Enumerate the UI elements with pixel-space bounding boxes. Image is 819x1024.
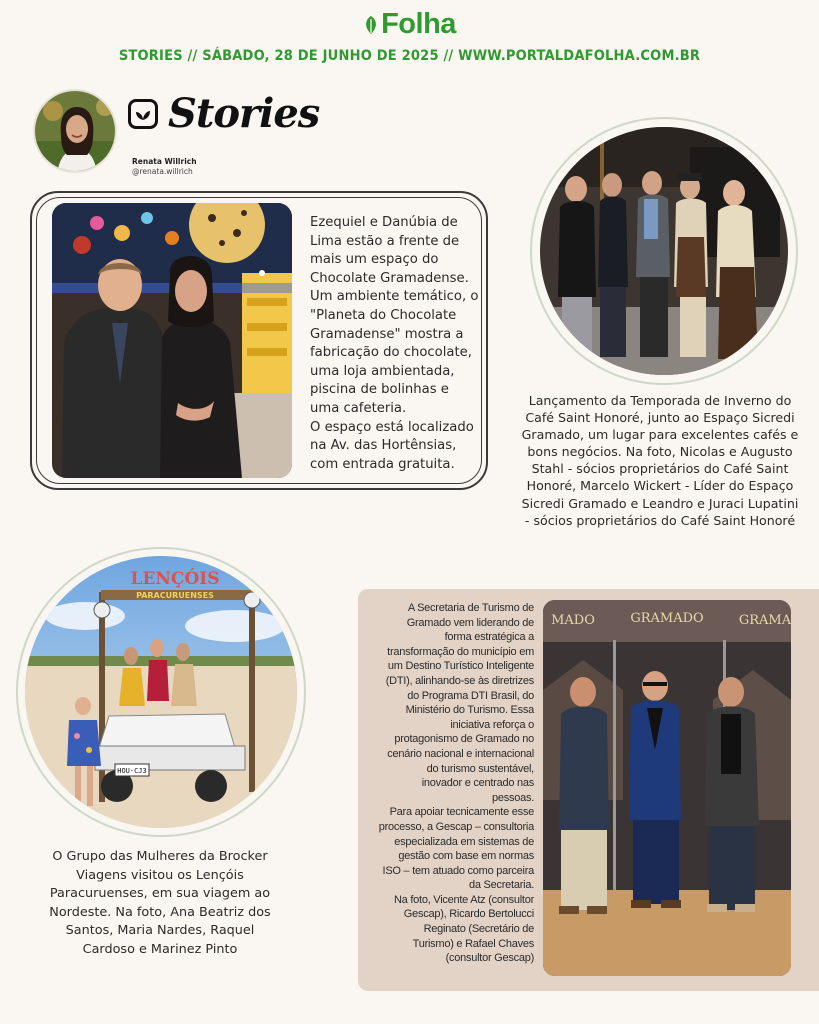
cafe-caption [520,392,800,529]
sign-title: LENÇÓIS [130,569,220,589]
text-line: Chocolate Gramadense. [310,270,469,286]
text-line: Para apoiar tecnicamente esse [389,806,534,819]
text-line: Sicredi Gramado e Leandro e Juraci Lupatini [521,495,799,511]
text-line: O Grupo das Mulheres da Brocker [52,849,268,864]
text-line: (DTI), alinhando-se às diretrizes [385,674,534,687]
text-line: Lançamento da Temporada de Inverno do [528,393,792,408]
text-line: especializada em sistemas de [394,835,534,848]
text-line: Gramadense" mostra a [310,326,464,342]
text-line: uma loja ambientada, [310,363,455,379]
sign-subtitle: PARACURUENSES [136,591,214,600]
text-line: do turismo sustentável, [426,762,534,775]
text-line: - sócios proprietários do Café Saint Honoré [524,512,796,528]
dateline: STORIES // SÁBADO, 28 DE JUNHO DE 2025 // WWW.PORTALDAFOLHA.COM.BR [118,48,701,64]
text-line: Cardoso e Marinez Pinto [82,941,238,957]
text-line: Nordeste. Na foto, Ana Beatriz dos [49,904,271,920]
text-line: processo, a Gescap – consultoria [378,820,534,833]
text-line: Viagens visitou os Lençóis [76,867,244,883]
text-line: da Secretaria. [469,879,534,892]
text-line: fabricação do chocolate, [310,345,472,361]
text-line: Reginato (Secretário de [423,923,534,936]
text-line: protagonismo de Gramado no [394,733,534,746]
masthead [0,8,819,41]
text-line: ISO – tem atuado como parceira [382,864,534,877]
text-line: Lima estão a frente de [310,233,460,249]
text-line: Um ambiente temático, o [310,289,479,305]
chocolate-photo [52,203,292,478]
instagram-icon [128,99,158,129]
banner-mid: GRAMADO [630,611,704,626]
text-line: "Planeta do Chocolate [310,307,457,323]
text-line: O espaço está localizado [310,419,474,435]
text-line: Paracuruenses, em sua viagem ao [49,886,271,902]
text-line: (consultor Gescap) [445,952,534,965]
cafe-photo [540,127,788,375]
text-line: um Destino Turístico Inteligente [387,660,534,673]
license-plate: HOU-CJ3 [117,767,147,775]
text-line: cenário nacional e internacional [387,747,534,760]
banner-right: GRAMA [738,613,791,628]
text-line: Gramado vem liderando de [406,616,534,629]
text-line: Honoré, Marcelo Wickert - Líder do Espaço [526,478,794,494]
text-line: na Av. das Hortênsias, [310,438,457,454]
text-line: Stahl - sócios proprietários do Café Saint [531,461,789,477]
travel-caption [40,848,280,960]
text-line: Café Saint Honoré, junto ao Espaço Sicredi [525,410,795,426]
banner-left: MADO [551,613,595,628]
text-line: pessoas. [491,791,534,804]
text-line: A Secretaria de Turismo de [407,602,534,614]
text-line: iniciativa reforça o [450,718,534,731]
travel-photo [25,556,297,828]
tourism-story-text [362,601,534,966]
text-line: Turismo) e Rafael Chaves [412,937,534,950]
brand-name: Folha [381,8,456,40]
text-line: inovador e centrado nas [421,777,534,790]
text-line: do Programa DTI Brasil, do [407,689,534,702]
text-line: mais um espaço do [310,252,439,268]
text-line: transformação do município em [387,645,534,658]
text-line: bons negócios. Na foto, Nicolas e Augusto [527,444,793,460]
column-title: Stories [168,90,320,137]
stories-logo [128,90,319,137]
text-line: com entrada gratuita. [310,456,455,472]
tourism-photo [543,600,791,976]
text-line: uma cafeteria. [310,400,407,416]
author-avatar [33,89,117,173]
brand-logo[interactable] [363,8,456,41]
text-line: Ezequiel e Danúbia de [310,215,458,230]
text-line: Ministério do Turismo. Essa [405,704,534,717]
chocolate-story-text [310,214,480,474]
text-line: Na foto, Vicente Atz (consultor [393,893,534,906]
text-line: Santos, Maria Nardes, Raquel [65,923,255,939]
text-line: Gescap), Ricardo Bertolucci [403,908,534,921]
author-name: Renata Willrich [132,157,197,166]
text-line: forma estratégica a [444,631,534,644]
text-line: Gramado, um lugar para excelentes cafés e [521,427,799,443]
text-line: piscina de bolinhas e [310,382,449,398]
leaf-icon [363,15,379,35]
text-line: gestão com base em normas [398,850,534,863]
author-handle[interactable]: @renata.willrich [132,167,193,176]
